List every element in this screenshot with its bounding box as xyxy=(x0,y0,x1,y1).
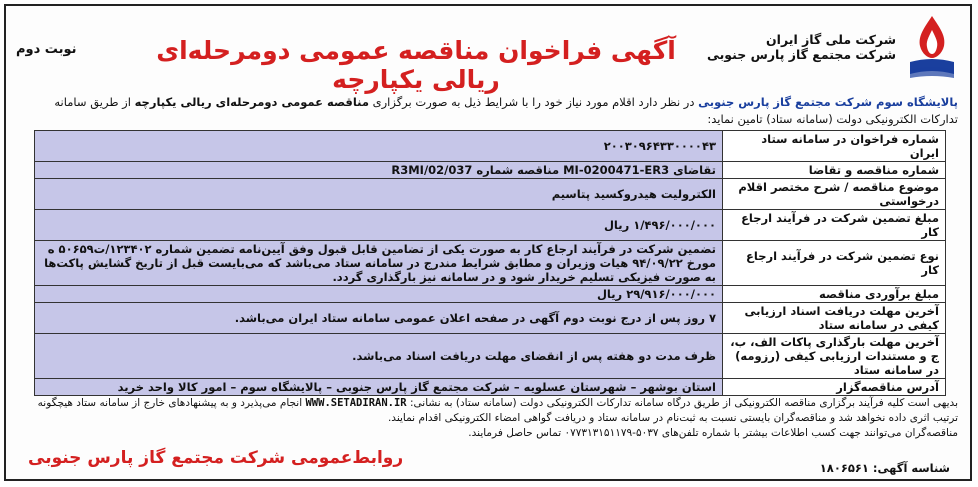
tender-info-table xyxy=(34,130,946,396)
table-row xyxy=(35,179,946,210)
row-value: تضمین شرکت در فرآیند ارجاع کار به صورت یکی از تضامین قابل قبول وفق آیین‌نامه تضمین شماره ۱۲۳۴۰۲/ت۵۰۶۵۹ ه مورخ ۹۴/۰۹/۲۲ هیات وزیران و مطابق شرایط مندرج در سامانه ستاد می‌باشد که می‌بایست قبل از تاریخ گشایش پاکت‌ها به صورت فیزیکی تسلیم خریدار شود و در سامانه نیز بارگذاری گردد. xyxy=(35,241,723,286)
table-row xyxy=(35,286,946,303)
row-value: ۲۰۰۳۰۹۶۴۳۳۰۰۰۰۴۳ xyxy=(35,131,723,162)
footer-line1-a: بدیهی است کلیه فرآیند برگزاری مناقصه الکترونیکی از طریق درگاه سامانه تدارکات الکترونیکی دولت (سامانه ستاد) به نشانی: xyxy=(406,397,958,409)
row-value: استان بوشهر – شهرستان عسلویه – شرکت مجتمع گاز پارس جنوبی – پالایشگاه سوم – امور کالا واحد خرید xyxy=(35,379,723,396)
footer-line2: مناقصه‌گران می‌توانند جهت کسب اطلاعات بیشتر با شماره تلفن‌های ۵۰۳۷-۰۷۷۳۱۳۱۵۱۱۷۹ تماس حاصل فرمایند. xyxy=(468,427,958,439)
row-label: آخرین مهلت دریافت اسناد ارزیابی کیفی در سامانه ستاد xyxy=(723,303,946,334)
table-row xyxy=(35,131,946,162)
notice-frame xyxy=(4,4,972,481)
ad-id: شناسه آگهی: ۱۸۰۶۵۶۱ xyxy=(819,461,950,475)
row-label: نوع تضمین شرکت در فرآیند ارجاع کار xyxy=(723,241,946,286)
row-label: موضوع مناقصه / شرح مختصر اقلام درخواستی xyxy=(723,179,946,210)
intro-bold: مناقصه عمومی دومرحله‌ای ریالی یکپارچه xyxy=(134,95,369,109)
row-value: الکترولیت هیدروکسید پتاسیم xyxy=(35,179,723,210)
setad-url-link[interactable]: WWW.SETADIRAN.IR xyxy=(305,397,407,409)
row-label: آدرس مناقصه‌گزار xyxy=(723,379,946,396)
round-label: نوبت دوم xyxy=(16,42,77,57)
table-row xyxy=(35,334,946,379)
row-label: مبلغ برآوردی مناقصه xyxy=(723,286,946,303)
intro-text-b: از طریق سامانه تدارکات الکترونیکی دولت (سامانه ستاد) تامین نماید: xyxy=(54,95,958,126)
footer-paragraph xyxy=(18,396,958,441)
notice-header xyxy=(6,6,970,94)
public-relations-signature: روابط‌عمومی شرکت مجتمع گاز پارس جنوبی xyxy=(28,448,404,468)
company-line-1: شرکت ملی گاز ایران xyxy=(766,32,896,47)
row-value: ۷ روز پس از درج نوبت دوم آگهی در صفحه اعلان عمومی سامانه ستاد ایران می‌باشد. xyxy=(35,303,723,334)
table-row xyxy=(35,379,946,396)
company-name xyxy=(707,32,896,62)
notice-title: آگهی فراخوان مناقصه عمومی دومرحله‌ای ریالی یکپارچه xyxy=(156,36,676,94)
row-value: ۱/۴۹۶/۰۰۰/۰۰۰ ریال xyxy=(35,210,723,241)
row-label: شماره فراخوان در سامانه ستاد ایران xyxy=(723,131,946,162)
gas-company-logo-icon xyxy=(904,12,960,82)
table-row xyxy=(35,210,946,241)
row-value: ۲۹/۹۱۶/۰۰۰/۰۰۰ ریال xyxy=(35,286,723,303)
company-line-2: شرکت مجتمع گاز پارس جنوبی xyxy=(706,47,896,62)
footer-line1-b: انجام می‌پذیرد و به پیشنهادهای خارج از سامانه ستاد هیچگونه ترتیب اثری داده نخواهد شد و مناقصه‌گران بایستی نسبت به ثبت‌نام در سامانه ستاد و دریافت گواهی امضاء الکترونیکی اقدام نمایند. xyxy=(37,397,958,424)
intro-company: پالایشگاه سوم شرکت مجتمع گاز پارس جنوبی xyxy=(698,95,958,109)
table-row xyxy=(35,303,946,334)
intro-text-a: در نظر دارد اقلام مورد نیاز خود را با شرایط ذیل به صورت برگزاری xyxy=(368,95,699,109)
table-row xyxy=(35,241,946,286)
row-value: تقاضای MI-0200471-ER3 مناقصه شماره 02/037/R3MI xyxy=(35,162,723,179)
row-value: ظرف مدت دو هفته پس از انقضای مهلت دریافت اسناد می‌باشد. xyxy=(35,334,723,379)
row-label: شماره مناقصه و تقاضا xyxy=(723,162,946,179)
intro-paragraph xyxy=(18,94,958,128)
row-label: مبلغ تضمین شرکت در فرآیند ارجاع کار xyxy=(723,210,946,241)
table-row xyxy=(35,162,946,179)
row-label: آخرین مهلت بارگذاری پاکات الف، ب، ج و مستندات ارزیابی کیفی (رزومه) در سامانه ستاد xyxy=(723,334,946,379)
